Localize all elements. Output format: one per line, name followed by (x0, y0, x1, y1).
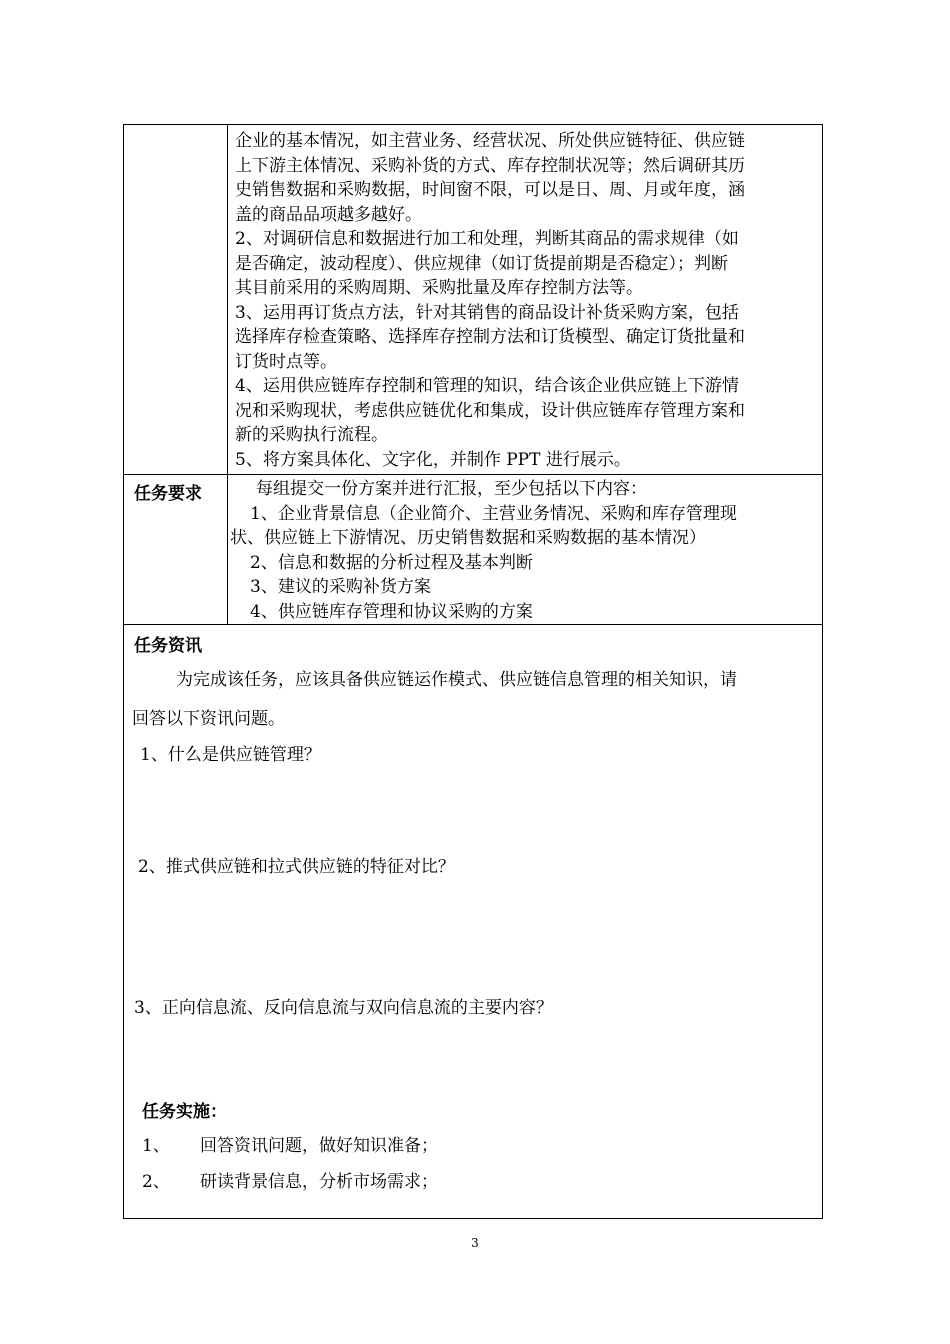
implementation-step (142, 1131, 438, 1156)
content-line: 其目前采用的采购周期、采购批量及库存控制方法等。 (235, 278, 643, 298)
content-line: 是否确定，波动程度）、供应规律（如订货提前期是否稳定）；判断 (235, 253, 728, 274)
question-2: 2、推式供应链和拉式供应链的特征对比？ (138, 857, 455, 877)
requirement-item: 2、信息和数据的分析过程及基本判断 (250, 552, 533, 573)
question-1: 1、什么是供应链管理？ (140, 745, 321, 765)
step-number: 2、 (142, 1172, 170, 1192)
content-line: 5、将方案具体化、文字化，并制作 PPT 进行展示。 (235, 449, 631, 470)
content-line: 3、运用再订货点方法，针对其销售的商品设计补货采购方案，包括 (235, 302, 739, 323)
step-text: 研读背景信息，分析市场需求； (200, 1172, 438, 1192)
requirements-cell (230, 477, 820, 624)
requirement-item: 1、企业背景信息（企业简介、主营业务情况、采购和库存管理现 (250, 503, 737, 524)
requirements-label: 任务要求 (134, 484, 202, 504)
requirements-intro: 每组提交一份方案并进行汇报，至少包括以下内容： (256, 479, 647, 499)
content-line: 上下游主体情况、采购补货的方式、库存控制状况等；然后调研其历 (235, 155, 745, 176)
page-number: 3 (471, 1236, 479, 1250)
implementation-step (142, 1167, 438, 1192)
step-number: 1、 (142, 1136, 170, 1156)
task-content-cell (235, 129, 815, 472)
requirement-item: 3、建议的采购补货方案 (250, 577, 431, 597)
content-line: 选择库存检查策略、选择库存控制方法和订货模型、确定订货批量和 (235, 327, 745, 347)
column-divider (227, 125, 228, 624)
content-line: 4、运用供应链库存控制和管理的知识，结合该企业供应链上下游情 (235, 376, 739, 396)
implementation-label: 任务实施： (142, 1102, 227, 1122)
content-line: 2、对调研信息和数据进行加工和处理，判断其商品的需求规律（如 (235, 229, 739, 249)
step-text: 回答资讯问题，做好知识准备； (200, 1136, 438, 1156)
content-line: 况和采购现状，考虑供应链优化和集成，设计供应链库存管理方案和 (235, 400, 745, 421)
requirement-item-continued: 状、供应链上下游情况、历史销售数据和采购数据的基本情况） (230, 528, 706, 548)
content-line: 企业的基本情况，如主营业务、经营状况、所处供应链特征、供应链 (235, 131, 745, 151)
info-intro-line: 为完成该任务，应该具备供应链运作模式、供应链信息管理的相关知识，请 (176, 670, 737, 690)
info-intro-line: 回答以下资讯问题。 (132, 709, 285, 729)
content-line: 新的采购执行流程。 (235, 425, 388, 445)
info-label: 任务资讯 (134, 636, 202, 656)
content-line: 盖的商品品项越多越好。 (235, 204, 422, 225)
info-intro (132, 661, 817, 739)
task-table (123, 124, 823, 1219)
requirement-item: 4、供应链库存管理和协议采购的方案 (250, 601, 533, 622)
content-line: 订货时点等。 (235, 351, 337, 372)
content-line: 史销售数据和采购数据，时间窗不限，可以是日、周、月或年度，涵 (235, 180, 745, 200)
question-3: 3、正向信息流、反向信息流与双向信息流的主要内容？ (134, 998, 553, 1018)
